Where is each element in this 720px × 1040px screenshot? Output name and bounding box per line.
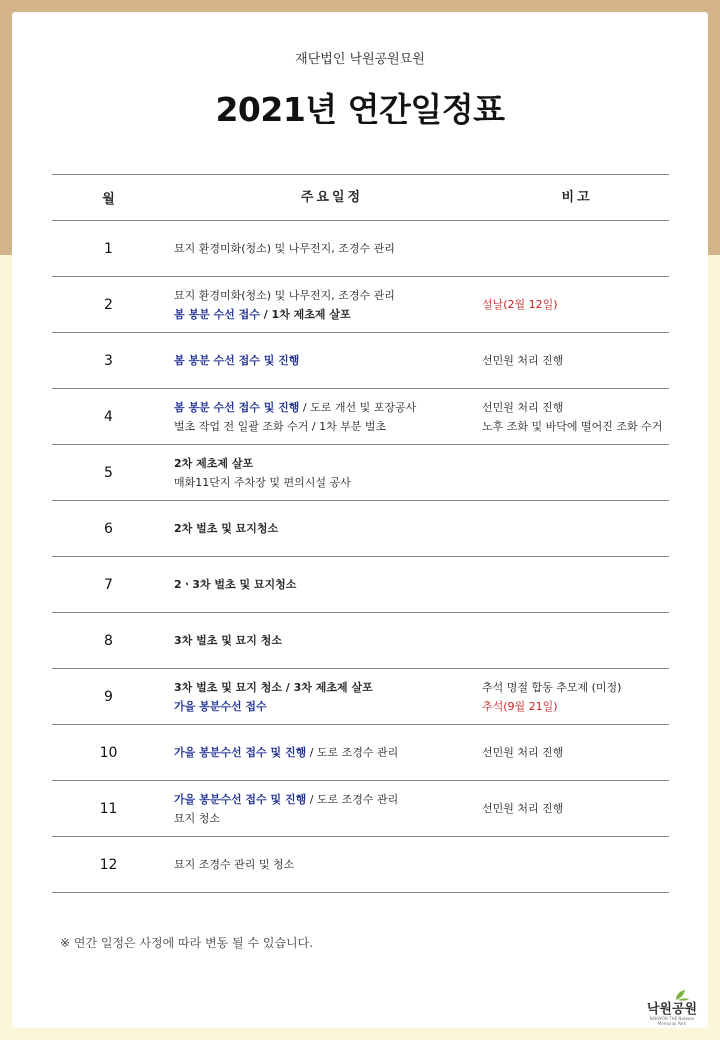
- row-schedule: [174, 557, 482, 612]
- row-note: [482, 781, 669, 836]
- table-row: [52, 221, 669, 277]
- schedule-text: 묘지 환경미화(청소) 및 나무전지, 조경수 관리: [174, 242, 395, 255]
- schedule-line: [174, 809, 482, 828]
- row-schedule: [174, 725, 482, 780]
- schedule-line: [174, 697, 482, 716]
- row-schedule: [174, 669, 482, 724]
- row-schedule: [174, 445, 482, 500]
- schedule-text: 묘지 환경미화(청소) 및 나무전지, 조경수 관리: [174, 288, 395, 302]
- row-note: [482, 837, 669, 892]
- row-month: 9: [104, 688, 113, 705]
- schedule-line: [174, 398, 482, 417]
- table-row: [52, 781, 669, 837]
- note-text: 선민원 처리 진행: [482, 746, 564, 759]
- row-month: 5: [104, 464, 113, 481]
- schedule-text: 봄 봉분 수선 접수 및 진행: [174, 354, 300, 367]
- schedule-line: [174, 286, 482, 305]
- schedule-line: [174, 305, 482, 324]
- note-text: 설날(2월 12일): [482, 298, 558, 311]
- schedule-text: 매화11단지 주차장 및 편의시설 공사: [174, 475, 351, 489]
- note-text: 추석(9월 21일): [482, 699, 558, 713]
- table-header: [52, 174, 669, 221]
- table-row: [52, 613, 669, 669]
- schedule-text: 벌초 작업 전 일괄 조화 수거 / 1차 부분 벌초: [174, 419, 387, 433]
- page-title: 2021년 연간일정표: [215, 90, 505, 129]
- schedule-line: [174, 417, 482, 436]
- row-note: [482, 557, 669, 612]
- row-schedule: [174, 221, 482, 276]
- table-row: [52, 445, 669, 501]
- row-note: [482, 221, 669, 276]
- schedule-text: 2ㆍ3차 벌초 및 묘지청소: [174, 578, 297, 591]
- schedule-text: / 도로 조경수 관리: [306, 792, 399, 806]
- table-row: [52, 669, 669, 725]
- table-row: [52, 333, 669, 389]
- schedule-text: 가을 봉분수선 접수 및 진행: [174, 746, 307, 759]
- row-schedule: [174, 277, 482, 332]
- schedule-line: [174, 743, 482, 762]
- schedule-text: 묘지 청소: [174, 811, 221, 825]
- row-month: 4: [104, 408, 113, 425]
- row-month: 10: [99, 744, 118, 761]
- row-note: [482, 333, 669, 388]
- schedule-text: 2차 제초제 살포: [174, 456, 254, 470]
- row-schedule: [174, 781, 482, 836]
- row-note: [482, 445, 669, 500]
- row-note: [482, 277, 669, 332]
- schedule-line: [174, 519, 482, 538]
- row-month: 8: [104, 632, 113, 649]
- schedule-line: [174, 631, 482, 650]
- org-name: 재단법인 낙원공원묘원: [295, 52, 425, 67]
- schedule-line: [174, 239, 482, 258]
- header-note: 비고: [561, 190, 593, 205]
- table-row: [52, 725, 669, 781]
- row-month: 6: [104, 520, 113, 537]
- note-text: 추석 명절 합동 추모제 (미정): [482, 680, 622, 694]
- schedule-line: [174, 473, 482, 492]
- row-month: 2: [104, 296, 113, 313]
- row-month: 11: [99, 800, 118, 817]
- schedule-text: 봄 봉분 수선 접수: [174, 307, 260, 321]
- schedule-line: [174, 855, 482, 874]
- schedule-text: 가을 봉분수선 접수 및 진행: [174, 792, 307, 806]
- footnote: ※ 연간 일정은 사정에 따라 변동 될 수 있습니다.: [60, 936, 314, 950]
- table-row: [52, 557, 669, 613]
- schedule-text: 봄 봉분 수선 접수 및 진행: [174, 400, 300, 414]
- schedule-text: / 도로 개선 및 포장공사: [299, 400, 417, 414]
- schedule-card: [12, 12, 708, 1028]
- table-body: [52, 221, 669, 893]
- header-month: 월: [102, 192, 115, 207]
- row-month: 7: [104, 576, 113, 593]
- schedule-text: / 1차 제초제 살포: [259, 307, 351, 321]
- row-schedule: [174, 501, 482, 556]
- schedule-text: / 도로 조경수 관리: [306, 746, 399, 759]
- schedule-table: [52, 174, 669, 893]
- logo-text: 낙원공원: [646, 1002, 698, 1017]
- schedule-text: 묘지 조경수 관리 및 청소: [174, 858, 295, 871]
- note-text: 노후 조화 및 바닥에 떨어진 조화 수거: [482, 419, 663, 433]
- schedule-line: [174, 678, 482, 697]
- row-month: 3: [104, 352, 113, 369]
- row-note: [482, 613, 669, 668]
- table-row: [52, 389, 669, 445]
- row-note: [482, 389, 669, 444]
- row-month: 1: [104, 240, 113, 257]
- row-schedule: [174, 333, 482, 388]
- row-month: 12: [99, 856, 118, 873]
- schedule-text: 가을 봉분수선 접수: [174, 699, 267, 713]
- logo-subtext: NAKWON THE Nakwon Memorial Park: [649, 1016, 695, 1026]
- row-schedule: [174, 613, 482, 668]
- header-schedule: 주요일정: [300, 190, 364, 205]
- schedule-text: 3차 벌초 및 묘지 청소: [174, 634, 282, 647]
- schedule-line: [174, 454, 482, 473]
- row-schedule: [174, 389, 482, 444]
- table-row: [52, 501, 669, 557]
- schedule-text: 2차 벌초 및 묘지청소: [174, 522, 279, 535]
- schedule-line: [174, 790, 482, 809]
- note-text: 선민원 처리 진행: [482, 354, 564, 367]
- schedule-line: [174, 351, 482, 370]
- note-text: 선민원 처리 진행: [482, 802, 564, 815]
- schedule-line: [174, 575, 482, 594]
- row-note: [482, 501, 669, 556]
- row-note: [482, 725, 669, 780]
- note-text: 선민원 처리 진행: [482, 400, 564, 414]
- row-schedule: [174, 837, 482, 892]
- table-row: [52, 837, 669, 893]
- park-logo: [642, 988, 702, 1030]
- table-row: [52, 277, 669, 333]
- schedule-text: 3차 벌초 및 묘지 청소 / 3차 제초제 살포: [174, 680, 373, 694]
- row-note: [482, 669, 669, 724]
